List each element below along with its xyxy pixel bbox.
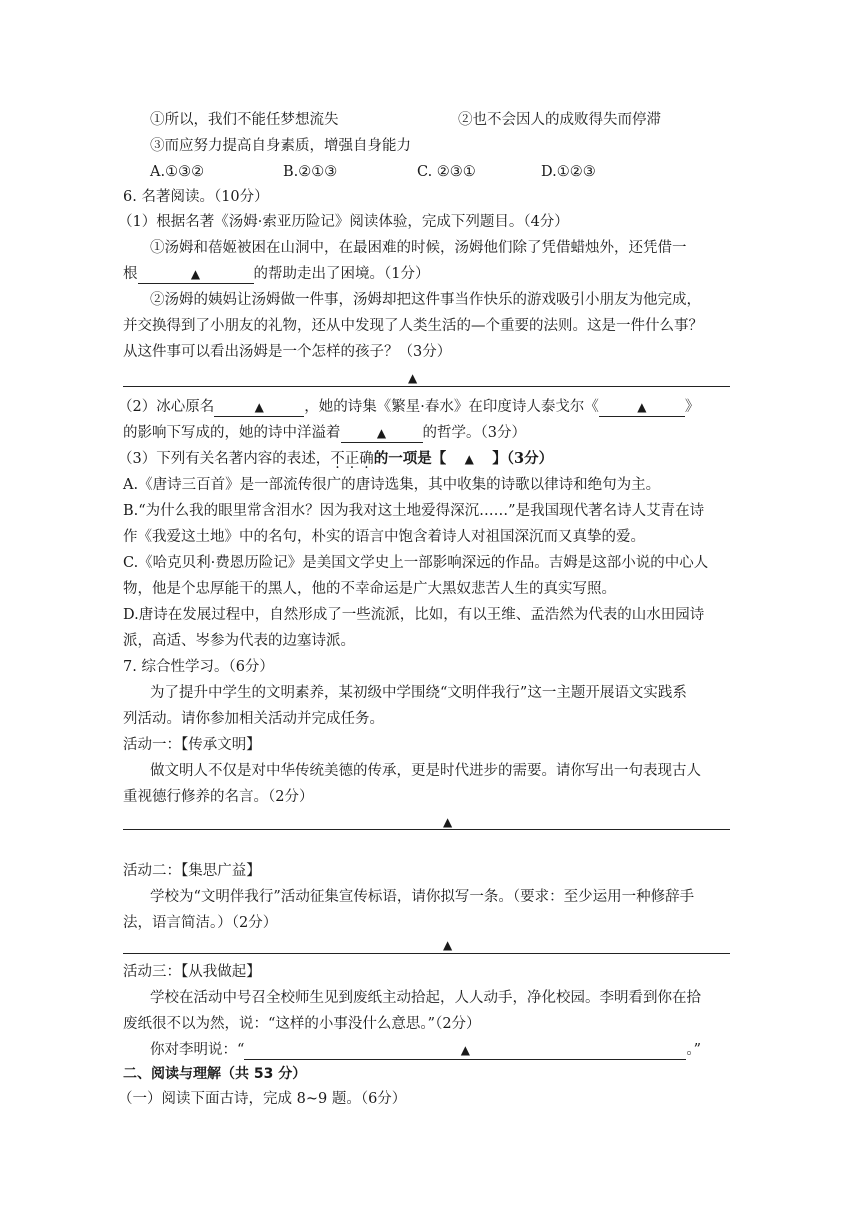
text-segment: 的一项是【 xyxy=(373,450,447,467)
answer-mark: ▲ xyxy=(376,426,387,440)
q6-title: 6. 名著阅读。（10分） xyxy=(123,189,269,205)
q5-option-1: ①所以，我们不能任梦想流失 xyxy=(150,112,339,128)
answer-blank-bingxin-name[interactable] xyxy=(214,398,304,417)
q6-option-b-line1: B.“为什么我的眼里常含泪水？因为我对这土地爱得深沉……”是我国现代著名诗人艾青在诗 xyxy=(123,503,705,519)
q7-activity2-line1: 学校为“文明伴我行”活动征集宣传标语，请你拟写一条。（要求：至少运用一种修辞手 xyxy=(150,889,695,905)
q5-choice-a: A.①③② xyxy=(150,164,205,180)
q7-activity1-line2: 重视德行修养的名言。（2分） xyxy=(123,789,314,805)
q7-activity3-line2: 废纸很不以为然，说：“这样的小事没什么意思。”（2分） xyxy=(123,1016,481,1032)
answer-blank-philosophy[interactable] xyxy=(341,424,423,443)
emphasis-char: 确 xyxy=(359,451,374,467)
q5-choice-c: C. ②③① xyxy=(417,164,476,180)
emphasis-char: 不 xyxy=(330,451,345,467)
q6-option-c-line1: C.《哈克贝利·费恩历险记》是美国文学史上一部影响深远的作品。吉姆是这部小说的中心人 xyxy=(123,555,709,571)
text-segment: 你对李明说：“ xyxy=(150,1042,245,1058)
answer-mark: ▲ xyxy=(637,400,647,414)
q6-option-c-line2: 物，他是个忠厚能干的黑人，他的不幸命运是广大黑奴悲苦人生的真实写照。 xyxy=(123,581,616,597)
answer-mark: ▲ xyxy=(254,400,264,414)
answer-blank-reply-liming[interactable] xyxy=(244,1041,686,1060)
text-segment: ，她的诗集《繁星·春水》在印度诗人泰戈尔《 xyxy=(304,399,599,415)
answer-mark: ▲ xyxy=(443,938,453,952)
q5-choice-d: D.①②③ xyxy=(541,164,596,180)
answer-slot-part3[interactable] xyxy=(446,449,492,469)
section2-title: 二、阅读与理解（共 53 分） xyxy=(123,1066,307,1082)
q7-intro-line2: 列活动。请你参加相关活动并完成任务。 xyxy=(123,711,384,727)
q6-option-a: A.《唐诗三百首》是一部流传很广的唐诗选集，其中收集的诗歌以律诗和绝句为主。 xyxy=(123,477,661,493)
q7-activity2-line2: 法，语言简洁。）（2分） xyxy=(123,915,278,931)
q6-part2-line1 xyxy=(118,397,699,417)
text-segment: 的哲学。（3分） xyxy=(422,425,526,441)
q6-option-d-line2: 派，高适、岑参为代表的边塞诗派。 xyxy=(123,633,355,649)
q5-option-3: ③而应努力提高自身素质，增强自身能力 xyxy=(150,138,411,154)
q6-part1-b-line3: 从这件事可以看出汤姆是一个怎样的孩子？（3分） xyxy=(123,344,452,360)
answer-mark: ▲ xyxy=(408,371,418,385)
q6-part1-a-line1: ①汤姆和蓓姬被困在山洞中，在最困难的时候，汤姆他们除了凭借蜡烛外，还凭借一 xyxy=(150,240,687,256)
q6-part1-title: （1）根据名著《汤姆·索亚历险记》阅读体验，完成下列题目。（4分） xyxy=(118,214,569,230)
q7-activity3-title: 活动三：【从我做起】 xyxy=(123,964,261,980)
q5-choice-b: B.②①③ xyxy=(283,164,338,180)
answer-line-activity1[interactable] xyxy=(123,829,730,830)
q7-activity1-title: 活动一：【传承文明】 xyxy=(123,737,261,753)
answer-blank-rope[interactable] xyxy=(138,265,254,284)
q7-intro-line1: 为了提升中学生的文明素养，某初级中学围绕“文明伴我行”这一主题开展语文实践系 xyxy=(150,685,687,701)
text-segment: 的帮助走出了困境。（1分） xyxy=(253,266,430,282)
q7-activity1-line1: 做文明人不仅是对中华传统美德的传承，更是时代进步的需要。请你写出一句表现古人 xyxy=(150,763,701,779)
text-segment: 根 xyxy=(123,266,138,282)
q6-option-d-line1: D.唐诗在发展过程中，自然形成了一些流派，比如，有以王维、孟浩然为代表的山水田园诗 xyxy=(123,607,705,623)
q6-part1-b-line1: ②汤姆的姨妈让汤姆做一件事，汤姆却把这件事当作快乐的游戏吸引小朋友为他完成， xyxy=(150,292,701,308)
emphasis-char: 正 xyxy=(344,451,360,467)
q7-activity2-title: 活动二：【集思广益】 xyxy=(123,863,261,879)
text-segment: 》 xyxy=(684,399,700,415)
text-segment: （2）冰心原名 xyxy=(118,399,215,415)
text-segment: 】（3分） xyxy=(492,450,554,467)
text-segment: 的影响下写成的，她的诗中洋溢着 xyxy=(123,425,341,441)
text-segment: （3）下列有关名著内容的表述， xyxy=(118,451,331,467)
q7-title: 7. 综合性学习。（6分） xyxy=(123,659,274,675)
answer-mark: ▲ xyxy=(464,452,474,466)
q7-activity3-line1: 学校在活动中号召全校师生见到废纸主动拾起，人人动手，净化校园。李明看到你在拾 xyxy=(150,990,701,1006)
q6-option-b-line2: 作《我爱这土地》中的名句，朴实的语言中饱含着诗人对祖国深沉而又真挚的爱。 xyxy=(123,529,645,545)
section2-subsection1: （一）阅读下面古诗，完成 8~9 题。（6分） xyxy=(118,1091,407,1107)
q6-part3-title xyxy=(118,449,553,469)
text-segment: 。” xyxy=(686,1042,702,1058)
q7-activity3-line3 xyxy=(150,1040,701,1060)
answer-mark: ▲ xyxy=(190,267,201,281)
answer-mark: ▲ xyxy=(460,1043,471,1057)
q5-option-2: ②也不会因人的成败得失而停滞 xyxy=(458,112,661,128)
answer-line-tom-event[interactable] xyxy=(123,386,730,387)
answer-blank-tagore-work[interactable] xyxy=(599,398,685,417)
answer-mark: ▲ xyxy=(443,815,453,829)
q6-part1-b-line2: 并交换得到了小朋友的礼物，还从中发现了人类生活的—个重要的法则。这是一件什么事？ xyxy=(123,318,703,334)
answer-line-activity2[interactable] xyxy=(123,953,730,954)
q6-part2-line2 xyxy=(123,423,526,443)
q6-part1-a-line2 xyxy=(123,264,429,284)
